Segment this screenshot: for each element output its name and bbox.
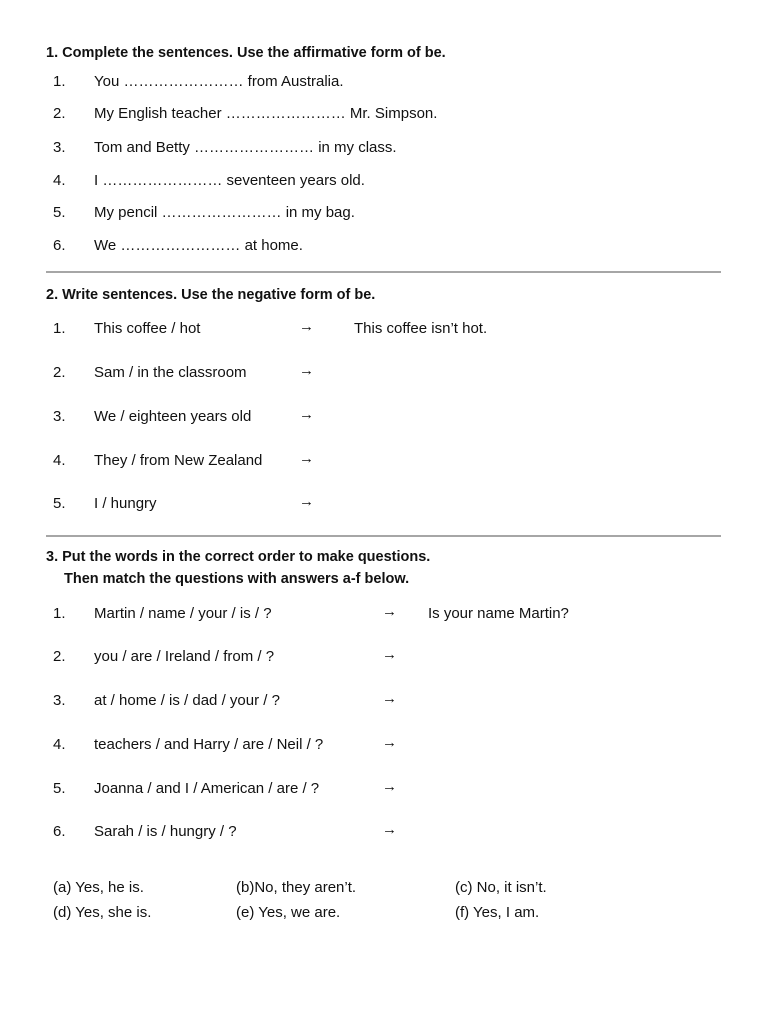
answer-option: (e) Yes, we are.	[236, 904, 341, 921]
arrow-icon: →	[382, 646, 397, 663]
prompt-text: They / from New Zealand	[94, 452, 263, 469]
item-number: 4.	[53, 452, 66, 469]
arrow-icon: →	[382, 821, 397, 838]
prompt-text: teachers / and Harry / are / Neil / ?	[94, 736, 324, 753]
answer-option: (b)No, they aren’t.	[236, 879, 357, 896]
item-number: 1.	[53, 73, 66, 90]
arrow-icon: →	[299, 362, 314, 379]
item-number: 1.	[53, 605, 66, 622]
arrow-icon: →	[299, 450, 314, 467]
arrow-icon: →	[382, 778, 397, 795]
answer-option: (c) No, it isn’t.	[455, 879, 547, 896]
answer-text: This coffee isn’t hot.	[354, 320, 488, 337]
arrow-icon: →	[382, 734, 397, 751]
section-2-heading: 2. Write sentences. Use the negative form of be.	[46, 287, 376, 303]
answer-option: (f) Yes, I am.	[455, 904, 540, 921]
sentence-text: I …………………… seventeen years old.	[94, 172, 365, 189]
sentence-text: You …………………… from Australia.	[94, 73, 344, 90]
item-number: 4.	[53, 736, 66, 753]
arrow-icon: →	[299, 318, 314, 335]
sentence-text: My pencil …………………… in my bag.	[94, 204, 355, 221]
item-number: 1.	[53, 320, 66, 337]
prompt-text: I / hungry	[94, 495, 157, 512]
prompt-text: Sarah / is / hungry / ?	[94, 823, 237, 840]
sentence-text: My English teacher …………………… Mr. Simpson.	[94, 105, 438, 122]
item-number: 5.	[53, 204, 66, 221]
prompt-text: We / eighteen years old	[94, 408, 252, 425]
arrow-icon: →	[299, 493, 314, 510]
item-number: 2.	[53, 648, 66, 665]
sentence-text: Tom and Betty …………………… in my class.	[94, 139, 397, 156]
item-number: 6.	[53, 237, 66, 254]
prompt-text: This coffee / hot	[94, 320, 201, 337]
prompt-text: at / home / is / dad / your / ?	[94, 692, 280, 709]
answer-text: Is your name Martin?	[428, 605, 569, 622]
section-1-heading: 1. Complete the sentences. Use the affirmative form of be.	[46, 45, 446, 61]
section-divider	[46, 271, 721, 273]
sentence-text: We …………………… at home.	[94, 237, 303, 254]
arrow-icon: →	[299, 406, 314, 423]
arrow-icon: →	[382, 603, 397, 620]
section-divider	[46, 535, 721, 537]
prompt-text: Joanna / and I / American / are / ?	[94, 780, 320, 797]
item-number: 3.	[53, 139, 66, 156]
item-number: 2.	[53, 364, 66, 381]
prompt-text: Sam / in the classroom	[94, 364, 247, 381]
item-number: 2.	[53, 105, 66, 122]
item-number: 5.	[53, 495, 66, 512]
item-number: 3.	[53, 408, 66, 425]
prompt-text: Martin / name / your / is / ?	[94, 605, 272, 622]
item-number: 4.	[53, 172, 66, 189]
answer-option: (a) Yes, he is.	[53, 879, 144, 896]
item-number: 6.	[53, 823, 66, 840]
section-3-heading: 3. Put the words in the correct order to make questions.	[46, 549, 431, 565]
prompt-text: you / are / Ireland / from / ?	[94, 648, 275, 665]
item-number: 3.	[53, 692, 66, 709]
item-number: 5.	[53, 780, 66, 797]
section-3-subheading: Then match the questions with answers a-f below.	[64, 571, 410, 587]
answer-option: (d) Yes, she is.	[53, 904, 152, 921]
arrow-icon: →	[382, 690, 397, 707]
